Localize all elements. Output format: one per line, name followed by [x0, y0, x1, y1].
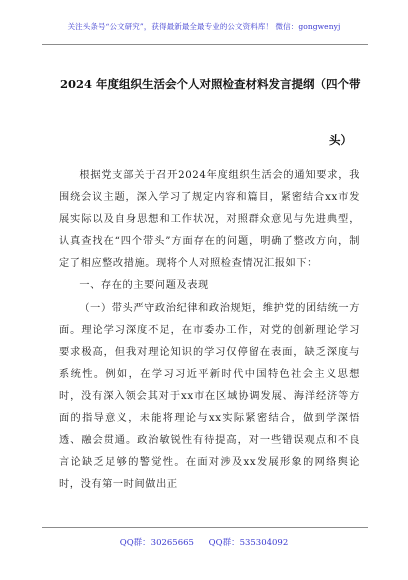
footer-divider [42, 527, 368, 528]
intro-paragraph: 根据党支部关于召开2024年度组织生活会的通知要求，我围绕会议主题，深入学习了规定内容和篇目，紧密结合xx市发展实际以及自身思想和工作状况，对照群众意见与先进典型，认真查找在“四个带头”方面存在的问题，明确了整改方向，制定了相应整改措施。现将个人对照检查情况汇报如下： [59, 170, 360, 270]
body-paragraph: （一）带头严守政治纪律和政治规矩，维护党的团结统一方面。理论学习深度不足，在市委办工作，对党的创新理论学习要求极高，但我对理论知识的学习仅停留在表面，缺乏深度与系统性。例如，在学习习近平新时代中国特色社会主义思想时，没有深入领会其对于xx市在区域协调发展、海洋经济等方面的指导意义，未能将理论与xx实际紧密结合，做到学深悟透、融会贯通。政治敏锐性有待提高，对一些错误观点和不良言论缺乏足够的警觉性。在面对涉及xx发展形象的网络舆论时，没有第一时间做出正 [59, 302, 360, 491]
document-title-line-2: 头） [329, 133, 352, 147]
section-heading: 一、存在的主要问题及表现 [79, 280, 209, 292]
header-banner: 关注头条号“公文研究”，获得最新最全最专业的公文资料库！ 微信：gongwenyj [67, 22, 341, 31]
qq-group-2: QQ群：535304092 [208, 538, 289, 548]
document-body [59, 165, 360, 496]
footer-banner [0, 536, 408, 548]
header-divider [42, 44, 368, 45]
document-title-line-1: 2024 年度组织生活会个人对照检查材料发言提纲（四个带 [60, 77, 361, 91]
qq-group-1: QQ群：30265665 [119, 538, 194, 548]
document-title [60, 64, 361, 160]
